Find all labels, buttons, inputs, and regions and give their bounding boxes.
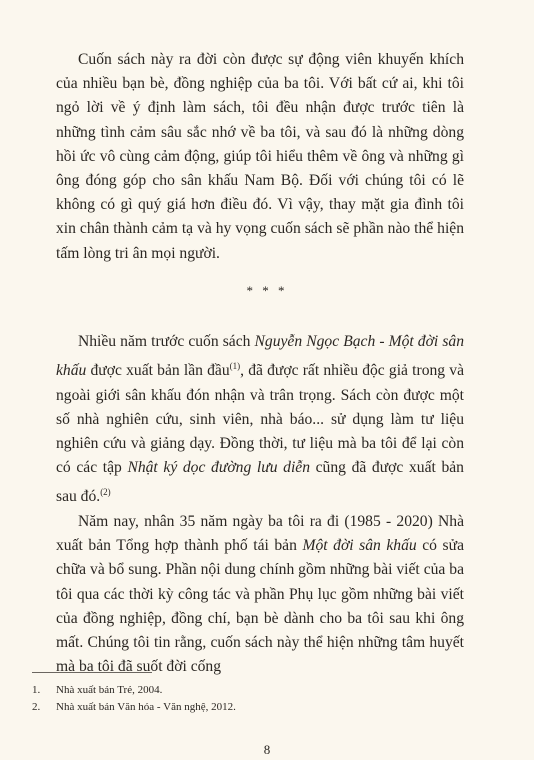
diary-title: Nhật ký dọc đường lưu diễn [127, 459, 310, 477]
footnote-ref-2: (2) [100, 487, 111, 498]
paragraph-2-text-a: Nhiều năm trước cuốn sách [78, 333, 255, 350]
paragraph-1-text: Cuốn sách này ra đời còn được sự động viên khuyến khích của nhiều bạn bè, đồng nghiệp của ba tôi. Với bất cứ ai, khi tôi ngỏ lời về ý định làm sách, tôi đều nhận được trước tiên là những tình cảm sâu sắc nhớ về ba tôi, và sau đó là những dòng hồi ức vô cùng cảm động, giúp tôi hiểu thêm về ông và những gì ông đóng góp cho sân khấu Nam Bộ. Đối với chúng tôi có lẽ không có gì quý giá hơn điều đó. Vì vậy, thay mặt gia đình tôi xin chân thành cảm tạ và hy vọng cuốn sách sẽ phần nào thể hiện tấm lòng tri ân mọi người. [56, 51, 464, 262]
footnote-divider [32, 672, 152, 673]
book-title: Nguyễn Ngọc Bạch - Một đời sân khấu [56, 333, 464, 380]
footnotes [32, 682, 236, 716]
paragraph-3-text-b: có sửa chữa và bổ sung. Phần nội dung chính gồm những bài viết của ba tôi qua các thời kỳ công tác và phần Phụ lục gồm những bài viết của đồng nghiệp, đồng chí, bạn bè dành cho ba tôi sau khi ông mất. Chúng tôi tin rằng, cuốn sách này thể hiện những tâm huyết mà ba tôi đã suốt đời cống [56, 537, 464, 676]
reprint-title: Một đời sân khấu [302, 537, 417, 555]
paragraph-2 [56, 330, 464, 510]
paragraph-2-text-b: được xuất bản lần đầu [86, 362, 230, 380]
section-separator: * * * [246, 283, 288, 298]
footnote-1-number: 1. [32, 684, 41, 696]
page-number: 8 [263, 742, 271, 757]
paragraph-2-text-c: , đã được rất nhiều độc giả trong và ngoài giới sân khấu đón nhận và trân trọng. Sách còn được một số nhà nghiên cứu, sinh viên, nhà báo... sử dụng làm tư liệu nghiên cứu và giảng dạy. Đồng thời, tư liệu mà ba tôi để lại còn có các tập [56, 362, 464, 477]
paragraph-1 [56, 48, 464, 266]
paragraph-3 [56, 510, 464, 679]
footnote-1 [32, 682, 236, 699]
footnote-ref-1: (1) [229, 361, 241, 372]
paragraph-3-text-a: Năm nay, nhân 35 năm ngày ba tôi ra đi (1985 - 2020) Nhà xuất bản Tổng hợp thành phố tái bản [56, 513, 464, 555]
footnote-1-text: Nhà xuất bản Trẻ, 2004. [56, 684, 163, 696]
footnote-2-text: Nhà xuất bản Văn hóa - Văn nghệ, 2012. [56, 701, 236, 713]
paragraph-2-text-d: cũng đã được xuất bản sau đó. [56, 459, 464, 506]
footnote-2 [32, 699, 236, 716]
footnote-2-number: 2. [32, 701, 41, 713]
